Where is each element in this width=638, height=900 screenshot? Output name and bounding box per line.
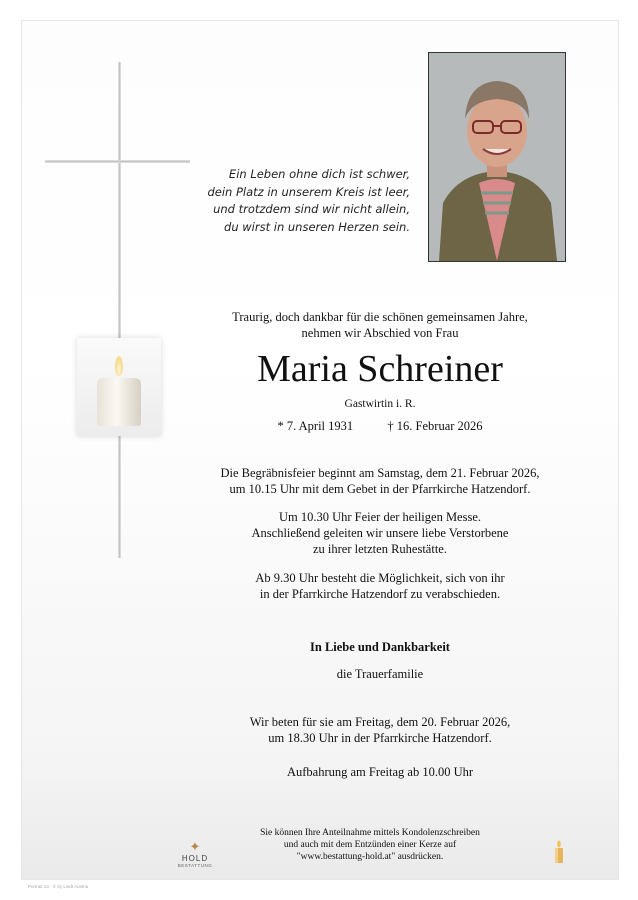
paragraph-line: um 10.15 Uhr mit dem Gebet in der Pfarrkirche Hatzendorf. [229, 482, 531, 496]
birth-date: * 7. April 1931 [277, 419, 354, 433]
poem-line: und trotzdem sind wir nicht allein, [213, 202, 410, 216]
intro-line: Traurig, doch dankbar für die schönen gemeinsamen Jahre, [232, 310, 528, 324]
paragraph-line: Ab 9.30 Uhr besteht die Möglichkeit, sich von ihr [255, 571, 505, 585]
wings-icon: ✦ [189, 839, 201, 854]
paragraph-line: in der Pfarrkirche Hatzendorf zu verabschieden. [259, 587, 501, 601]
occupation: Gastwirtin i. R. [344, 398, 416, 410]
logo-name: HOLD [181, 854, 209, 863]
death-date: † 16. Februar 2026 [387, 419, 483, 433]
viewing-info [180, 764, 580, 780]
poem-line: du wirst in unseren Herzen sein. [224, 219, 410, 234]
deceased-name: Maria Schreiner [257, 348, 503, 390]
cross-vertical-beam [118, 62, 121, 558]
candle-icon [97, 378, 141, 426]
small-candle-icon [553, 840, 565, 864]
poem [200, 166, 410, 236]
family-signature [180, 666, 580, 682]
candle-flame-icon [115, 356, 123, 376]
family-text: die Trauerfamilie [336, 667, 424, 681]
footer-line: und auch mit dem Entzünden einer Kerze auf [283, 840, 457, 850]
condolence-footer [210, 827, 530, 863]
poem-line: Ein Leben ohne dich ist schwer, [228, 167, 410, 181]
closing-heading-text: In Liebe und Dankbarkeit [310, 640, 450, 654]
paragraph-line: Anschließend geleiten wir unsere liebe Verstorbene [251, 526, 509, 540]
closing-heading [180, 639, 580, 655]
paragraph-line: zu ihrer letzten Ruhestätte. [313, 542, 447, 556]
intro-text [180, 309, 580, 341]
poem-line: dein Platz in unserem Kreis ist leer, [207, 184, 410, 199]
footer-line: "www.bestattung-hold.at" ausdrücken. [296, 852, 444, 862]
deceased-title [180, 396, 580, 412]
intro-line: nehmen wir Abschied von Frau [301, 326, 459, 340]
paragraph-line: Um 10.30 Uhr Feier der heiligen Messe. [278, 510, 482, 524]
portrait-photo [428, 52, 566, 262]
funeral-paragraph-2 [180, 509, 580, 557]
logo-subtitle: BESTATTUNG [177, 863, 213, 868]
cross-horizontal-beam [45, 160, 190, 163]
viewing-text: Aufbahrung am Freitag ab 10.00 Uhr [286, 765, 474, 779]
paragraph-line: Die Begräbnisfeier beginnt am Samstag, dem 21. Februar 2026, [220, 466, 540, 480]
funeral-paragraph-3 [180, 570, 580, 602]
paragraph-line: um 18.30 Uhr in der Pfarrkirche Hatzendorf. [268, 731, 492, 745]
paragraph-line: Wir beten für sie am Freitag, dem 20. Februar 2026, [249, 715, 511, 729]
prayer-paragraph [180, 714, 580, 746]
copyright-note: Portrait 13 · © by Lindt Austria [28, 884, 89, 889]
footer-line: Sie können Ihre Anteilnahme mittels Kondolenzschreiben [260, 828, 480, 838]
candle-image [77, 338, 161, 436]
funeral-paragraph-1 [180, 465, 580, 497]
life-dates [180, 418, 580, 434]
